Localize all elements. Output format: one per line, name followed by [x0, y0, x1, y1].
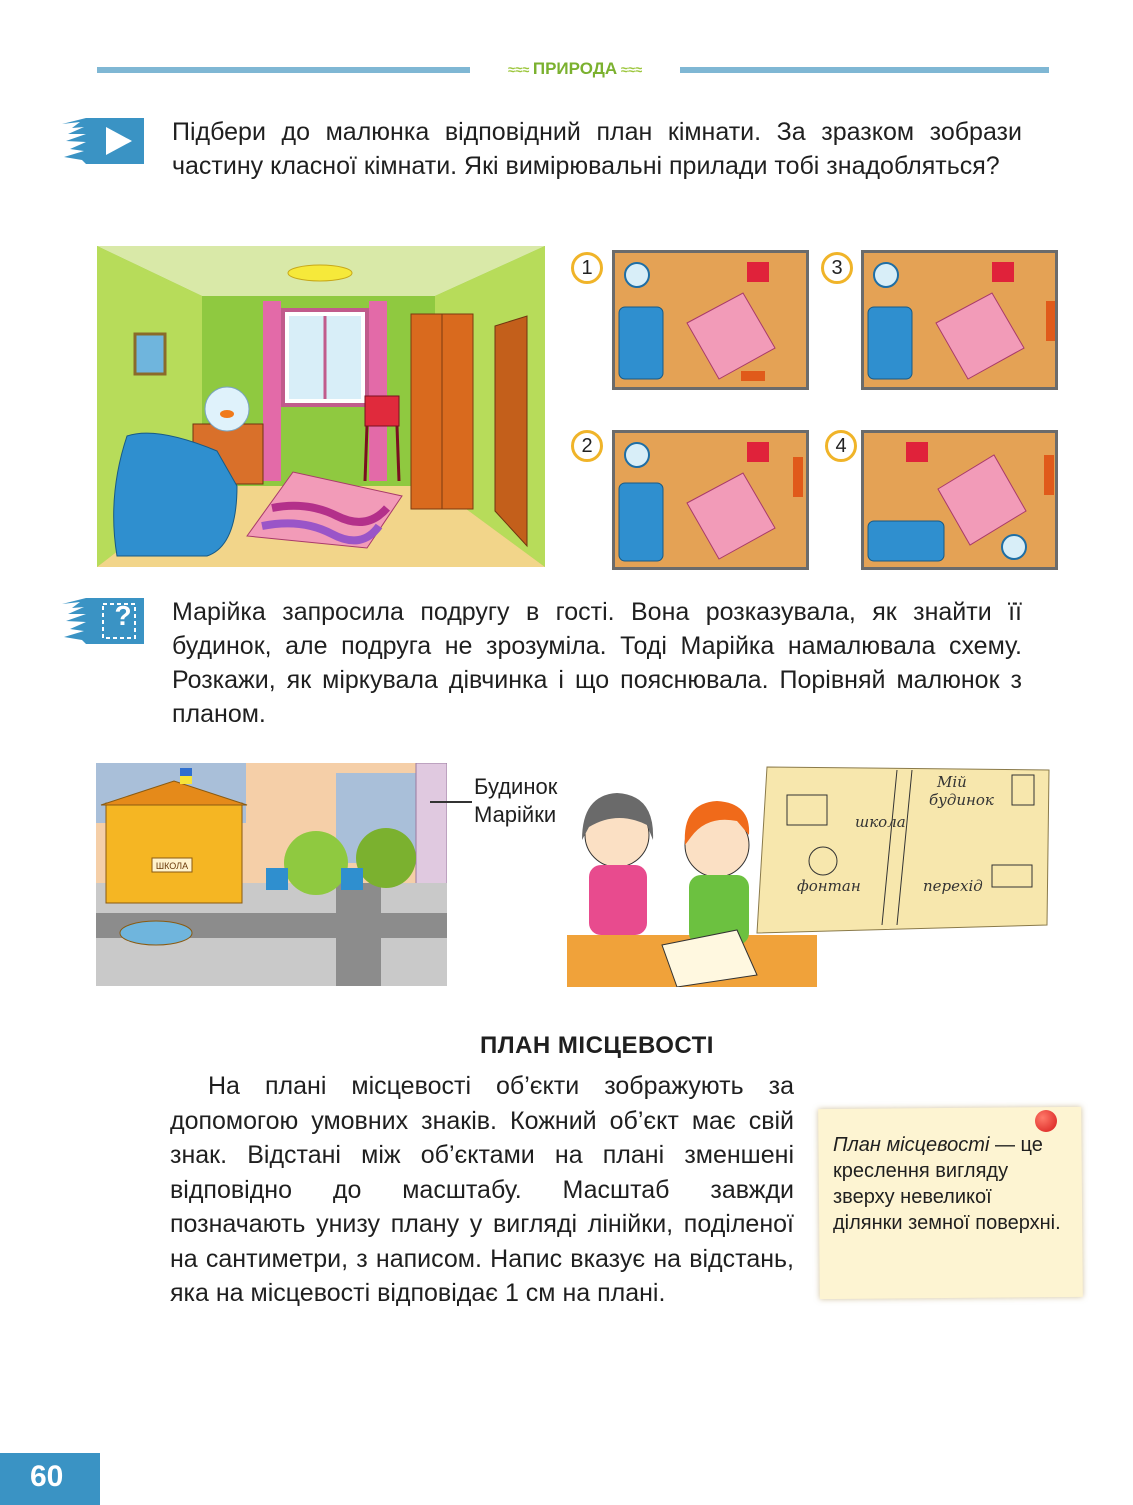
plan-number-2: 2 — [571, 430, 603, 462]
section-header — [470, 58, 680, 80]
room-plan-4[interactable] — [861, 430, 1058, 570]
page-number: 60 — [30, 1460, 64, 1493]
question-mark: ? — [114, 600, 132, 631]
house-label-line1: Будинок — [474, 774, 558, 799]
house-pointer-line — [430, 801, 472, 803]
map-label-home-line2: будинок — [929, 791, 994, 809]
plan-number-1: 1 — [571, 252, 603, 284]
definition-term: План місцевості — [833, 1134, 990, 1156]
room-plan-3[interactable] — [861, 250, 1058, 390]
room-plan-2[interactable] — [612, 430, 809, 570]
map-label-fountain: фонтан — [797, 877, 861, 895]
plan-4-drawing — [864, 433, 1055, 567]
plan-3-drawing — [864, 253, 1055, 387]
play-icon — [62, 118, 144, 164]
section-paragraph: На плані місцевості об’єкти зображують за допомогою умовних знаків. Кожний об’єкт має свій знак. Відстані між об’єктами на плані зменшені відповідно до масштабу. Масштаб завжди позначають унизу плану у вигляді лінійки, поділеної на сантиметри, з написом. Напис вказує на відстань, яка на місцевості відповідає 1 см на плані. — [170, 1072, 794, 1307]
room-plan-1[interactable] — [612, 250, 809, 390]
wave-ornament-icon: ≈≈≈ — [617, 62, 643, 77]
girls-map-illustration — [567, 765, 1051, 987]
task2-text: Марійка запросила подругу в гості. Вона розказувала, як знайти її будинок, але подруга не зрозуміла. Тоді Марійка намалювала схему. Розкажи, як міркувала дівчинка і що пояснювала. Порівняй малюнок з планом. — [172, 598, 1022, 728]
plan-2-drawing — [615, 433, 806, 567]
school-sign: ШКОЛА — [155, 861, 189, 871]
room-illustration — [97, 246, 545, 567]
plan-number-4: 4 — [825, 430, 857, 462]
wave-ornament-icon: ≈≈≈ — [507, 62, 533, 77]
house-label-line2: Марійки — [474, 802, 557, 827]
definition-body: — це креслення вигляду зверху невеликої ділянки земної поверхні. — [833, 1134, 1061, 1234]
map-label-school: школа — [855, 813, 906, 831]
definition-text — [833, 1132, 1063, 1236]
section-title: ПЛАН МІСЦЕВОСТІ — [480, 1032, 714, 1059]
map-label-home-line1: Мій — [937, 773, 967, 791]
section-name: ПРИРОДА — [532, 59, 618, 78]
plan-number-3: 3 — [821, 252, 853, 284]
section-body — [170, 1069, 794, 1311]
pin-icon — [1035, 1110, 1057, 1132]
task1-text: Підбери до малюнка відповідний план кімнати. За зразком зобрази частину класної кімнати. Які вимірювальні прилади тобі знадобляться? — [172, 118, 1022, 180]
map-label-crossing: перехід — [923, 877, 983, 895]
plan-1-drawing — [615, 253, 806, 387]
house-label — [474, 773, 557, 829]
street-illustration — [96, 763, 447, 986]
